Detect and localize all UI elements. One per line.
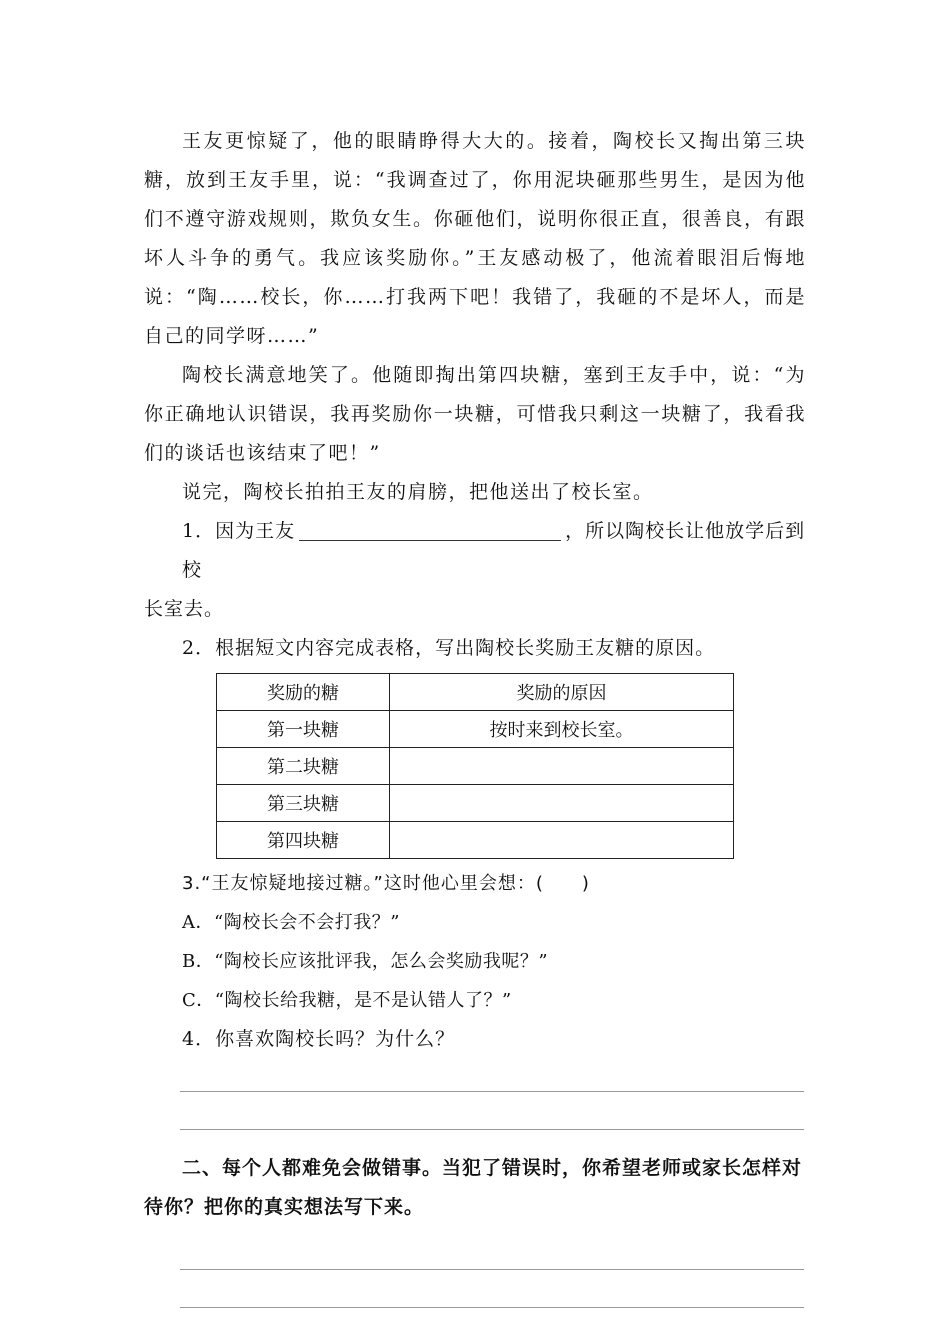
- answer-line[interactable]: [180, 1269, 804, 1270]
- q4-answer-area: [144, 1059, 806, 1141]
- option-a[interactable]: A．“陶校长会不会打我？”: [182, 912, 400, 933]
- table-cell-reason[interactable]: [390, 822, 734, 859]
- question-1-prefix: 1．因为王友: [182, 520, 296, 542]
- worksheet-page: [144, 122, 806, 1317]
- table-cell-candy: 第一块糖: [217, 711, 390, 748]
- passage-paragraph-3: 说完，陶校长拍拍王友的肩膀，把他送出了校长室。: [182, 481, 654, 503]
- table-header-cell: 奖励的原因: [390, 674, 734, 711]
- answer-line[interactable]: [180, 1091, 804, 1092]
- question-1: [144, 512, 806, 590]
- section-2-answer-area: [144, 1227, 806, 1317]
- answer-line[interactable]: [180, 1129, 804, 1130]
- table-cell-reason: 按时来到校长室。: [390, 711, 734, 748]
- question-2: 2．根据短文内容完成表格，写出陶校长奖励王友糖的原因。: [182, 637, 716, 659]
- question-1-suffix: ，所以陶校长让他放学后到校: [182, 520, 806, 581]
- table-header-cell: 奖励的糖: [217, 674, 390, 711]
- passage-paragraph-2: 陶校长满意地笑了。他随即掏出第四块糖，塞到王友手中，说：“为你正确地认识错误，我再奖励你一块糖，可惜我只剩这一块糖了，我看我们的谈话也该结束了吧！”: [144, 364, 806, 464]
- table-cell-candy: 第四块糖: [217, 822, 390, 859]
- reward-table-wrapper: [144, 668, 806, 864]
- table-cell-reason[interactable]: [390, 785, 734, 822]
- section-2-title: 二、每个人都难免会做错事。当犯了错误时，你希望老师或家长怎样对待你？把你的真实想法写下来。: [144, 1157, 803, 1218]
- passage-paragraph-1: 王友更惊疑了，他的眼睛睁得大大的。接着，陶校长又掏出第三块糖，放到王友手里，说：“我调查过了，你用泥块砸那些男生，是因为他们不遵守游戏规则，欺负女生。你砸他们，说明你很正直，很善良，有跟坏人斗争的勇气。我应该奖励你。”王友感动极了，他流着眼泪后悔地说：“陶……校长，你……打我两下吧！我错了，我砸的不是坏人，而是自己的同学呀……”: [144, 130, 806, 347]
- option-c[interactable]: C．“陶校长给我糖，是不是认错人了？”: [182, 990, 512, 1011]
- table-row: [217, 748, 734, 785]
- question-1-continuation: 长室去。: [144, 598, 225, 620]
- table-cell-reason[interactable]: [390, 748, 734, 785]
- table-cell-candy: 第二块糖: [217, 748, 390, 785]
- table-row: [217, 711, 734, 748]
- option-b[interactable]: B．“陶校长应该批评我，怎么会奖励我呢？”: [182, 951, 549, 972]
- table-row: [217, 822, 734, 859]
- table-header-row: [217, 674, 734, 711]
- answer-line[interactable]: [180, 1307, 804, 1308]
- question-4: 4．你喜欢陶校长吗？为什么？: [182, 1028, 456, 1050]
- table-row: [217, 785, 734, 822]
- table-cell-candy: 第三块糖: [217, 785, 390, 822]
- question-3: 3.“王友惊疑地接过糖。”这时他心里会想：( ): [182, 873, 590, 894]
- question-1-blank[interactable]: [299, 518, 561, 541]
- reward-table: [216, 673, 734, 859]
